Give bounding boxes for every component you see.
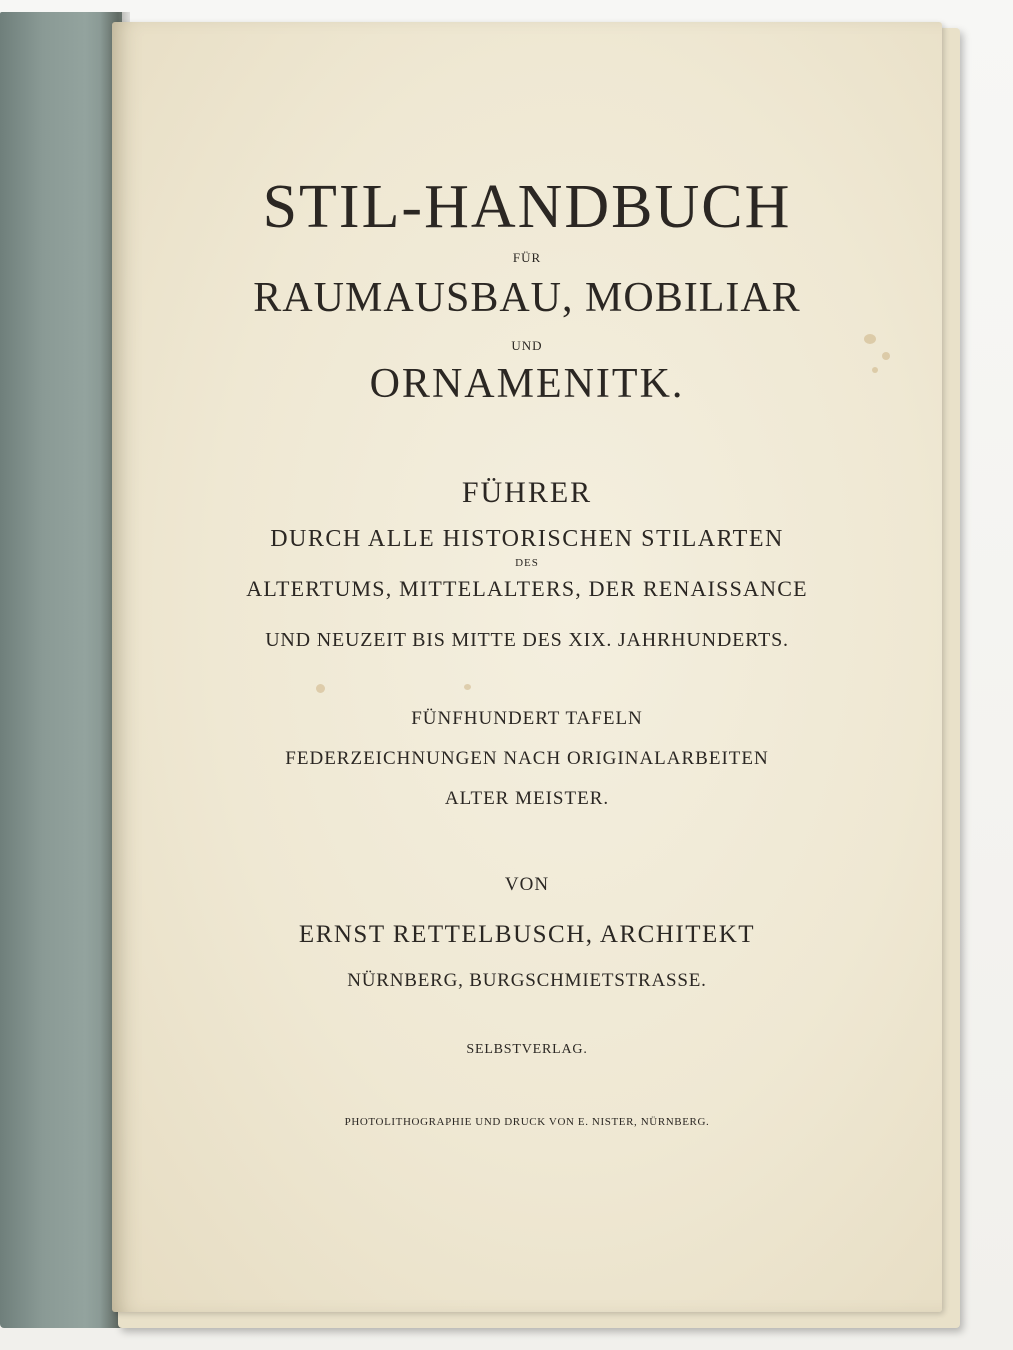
plates-line-2: FEDERZEICHNUNGEN NACH ORIGINALARBEITEN — [285, 748, 769, 769]
publisher: SELBSTVERLAG. — [466, 1042, 588, 1057]
author-name: ERNST RETTELBUSCH, ARCHITEKT — [298, 921, 756, 948]
connector-des: DES — [515, 557, 539, 569]
foxing-stain — [316, 684, 325, 693]
connector-von: VON — [504, 874, 550, 895]
plates-line-1: FÜNFHUNDERT TAFELN — [411, 708, 643, 729]
guide-line-1: DURCH ALLE HISTORISCHEN STILARTEN — [270, 526, 784, 552]
author-address: NÜRNBERG, BURGSCHMIETSTRASSE. — [347, 970, 707, 991]
connector-fuer: FÜR — [512, 250, 542, 265]
subject-line-2: ORNAMENITK. — [369, 361, 685, 407]
foxing-stain — [464, 684, 471, 690]
plates-line-3: ALTER MEISTER. — [444, 788, 610, 809]
printer-credit: PHOTOLITHOGRAPHIE UND DRUCK VON E. NISTER, NÜRNBERG. — [344, 1116, 710, 1128]
subject-line-1: RAUMAUSBAU, MOBILIAR — [253, 275, 801, 321]
connector-und: UND — [511, 338, 543, 353]
book-title: STIL-HANDBUCH — [262, 173, 792, 241]
guide-heading: FÜHRER — [461, 476, 593, 509]
guide-line-3: UND NEUZEIT BIS MITTE DES XIX. JAHRHUNDERTS. — [265, 629, 789, 651]
guide-line-2: ALTERTUMS, MITTELALTERS, DER RENAISSANCE — [246, 576, 808, 601]
